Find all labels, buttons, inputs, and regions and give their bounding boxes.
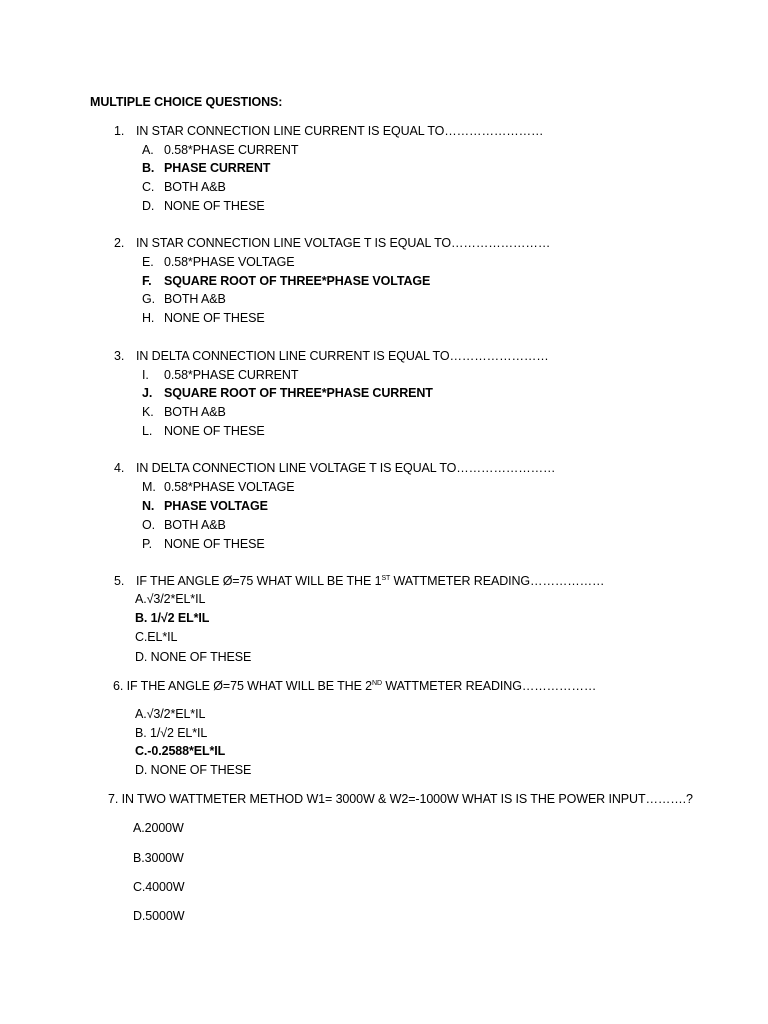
q3-option-k-letter: K.	[142, 405, 154, 419]
question-4-text: IN DELTA CONNECTION LINE VOLTAGE T IS EQUAL TO……………………	[136, 461, 556, 475]
question-5-number: 5.	[114, 574, 125, 588]
q4-option-n-letter: N.	[142, 499, 155, 513]
q3-option-l-text: NONE OF THESE	[164, 424, 265, 438]
q3-option-j-letter: J.	[142, 386, 153, 400]
q5-option-a: A.√3/2*EL*IL	[135, 592, 206, 606]
question-2-text: IN STAR CONNECTION LINE VOLTAGE T IS EQUAL TO……………………	[136, 236, 551, 250]
q5-option-d: D. NONE OF THESE	[135, 650, 252, 664]
question-6-text-end: WATTMETER READING………………	[381, 679, 597, 693]
question-7-text: 7. IN TWO WATTMETER METHOD W1= 3000W & W2=-1000W WHAT IS IS THE POWER INPUT……….?	[108, 792, 693, 806]
q4-option-p-text: NONE OF THESE	[164, 537, 265, 551]
q7-option-d: D.5000W	[133, 909, 185, 923]
q4-option-m-text: 0.58*PHASE VOLTAGE	[164, 480, 295, 494]
q2-option-h-text: NONE OF THESE	[164, 311, 265, 325]
question-4-number: 4.	[114, 461, 125, 475]
q6-option-a: A.√3/2*EL*IL	[135, 707, 206, 721]
q6-option-c: C.-0.2588*EL*IL	[135, 744, 226, 758]
q1-option-d-text: NONE OF THESE	[164, 199, 265, 213]
q2-option-e-text: 0.58*PHASE VOLTAGE	[164, 255, 295, 269]
q5-option-b: B. 1/√2 EL*IL	[135, 611, 210, 625]
question-1-text: IN STAR CONNECTION LINE CURRENT IS EQUAL TO……………………	[136, 124, 544, 138]
question-6-text-start: 6. IF THE ANGLE Ø=75 WHAT WILL BE THE 2	[113, 679, 373, 693]
question-3-text: IN DELTA CONNECTION LINE CURRENT IS EQUAL TO……………………	[136, 349, 549, 363]
q2-option-f-letter: F.	[142, 274, 152, 288]
q2-option-g-letter: G.	[142, 292, 155, 306]
q3-option-i-letter: I.	[142, 368, 149, 382]
q7-option-b: B.3000W	[133, 851, 184, 865]
question-5-text	[136, 573, 604, 589]
question-2-number: 2.	[114, 236, 125, 250]
question-5-ordinal-suffix: ST	[381, 575, 391, 582]
q1-option-b-text: PHASE CURRENT	[164, 161, 271, 175]
q1-option-a-letter: A.	[142, 143, 154, 157]
q2-option-f-text: SQUARE ROOT OF THREE*PHASE VOLTAGE	[164, 274, 431, 288]
q4-option-m-letter: M.	[142, 480, 156, 494]
q2-option-g-text: BOTH A&B	[164, 292, 226, 306]
q4-option-p-letter: P.	[142, 537, 152, 551]
question-1-number: 1.	[114, 124, 125, 138]
q3-option-i-text: 0.58*PHASE CURRENT	[164, 368, 299, 382]
q6-option-d: D. NONE OF THESE	[135, 763, 252, 777]
q4-option-o-letter: O.	[142, 518, 155, 532]
q7-option-c: C.4000W	[133, 880, 185, 894]
q1-option-c-letter: C.	[142, 180, 155, 194]
question-3-number: 3.	[114, 349, 125, 363]
question-5-text-start: IF THE ANGLE Ø=75 WHAT WILL BE THE 1	[136, 574, 382, 588]
q1-option-a-text: 0.58*PHASE CURRENT	[164, 143, 299, 157]
q2-option-h-letter: H.	[142, 311, 155, 325]
q1-option-b-letter: B.	[142, 161, 155, 175]
question-5-text-end: WATTMETER READING………………	[390, 574, 605, 588]
question-6-text	[113, 678, 596, 694]
question-6-ordinal-suffix: ND	[372, 680, 382, 687]
q3-option-l-letter: L.	[142, 424, 153, 438]
q4-option-n-text: PHASE VOLTAGE	[164, 499, 268, 513]
q1-option-d-letter: D.	[142, 199, 155, 213]
q4-option-o-text: BOTH A&B	[164, 518, 226, 532]
q2-option-e-letter: E.	[142, 255, 154, 269]
q5-option-c: C.EL*IL	[135, 630, 178, 644]
q1-option-c-text: BOTH A&B	[164, 180, 226, 194]
q7-option-a: A.2000W	[133, 821, 184, 835]
q3-option-k-text: BOTH A&B	[164, 405, 226, 419]
q6-option-b: B. 1/√2 EL*IL	[135, 726, 208, 740]
page-heading: MULTIPLE CHOICE QUESTIONS:	[90, 95, 283, 109]
q3-option-j-text: SQUARE ROOT OF THREE*PHASE CURRENT	[164, 386, 433, 400]
